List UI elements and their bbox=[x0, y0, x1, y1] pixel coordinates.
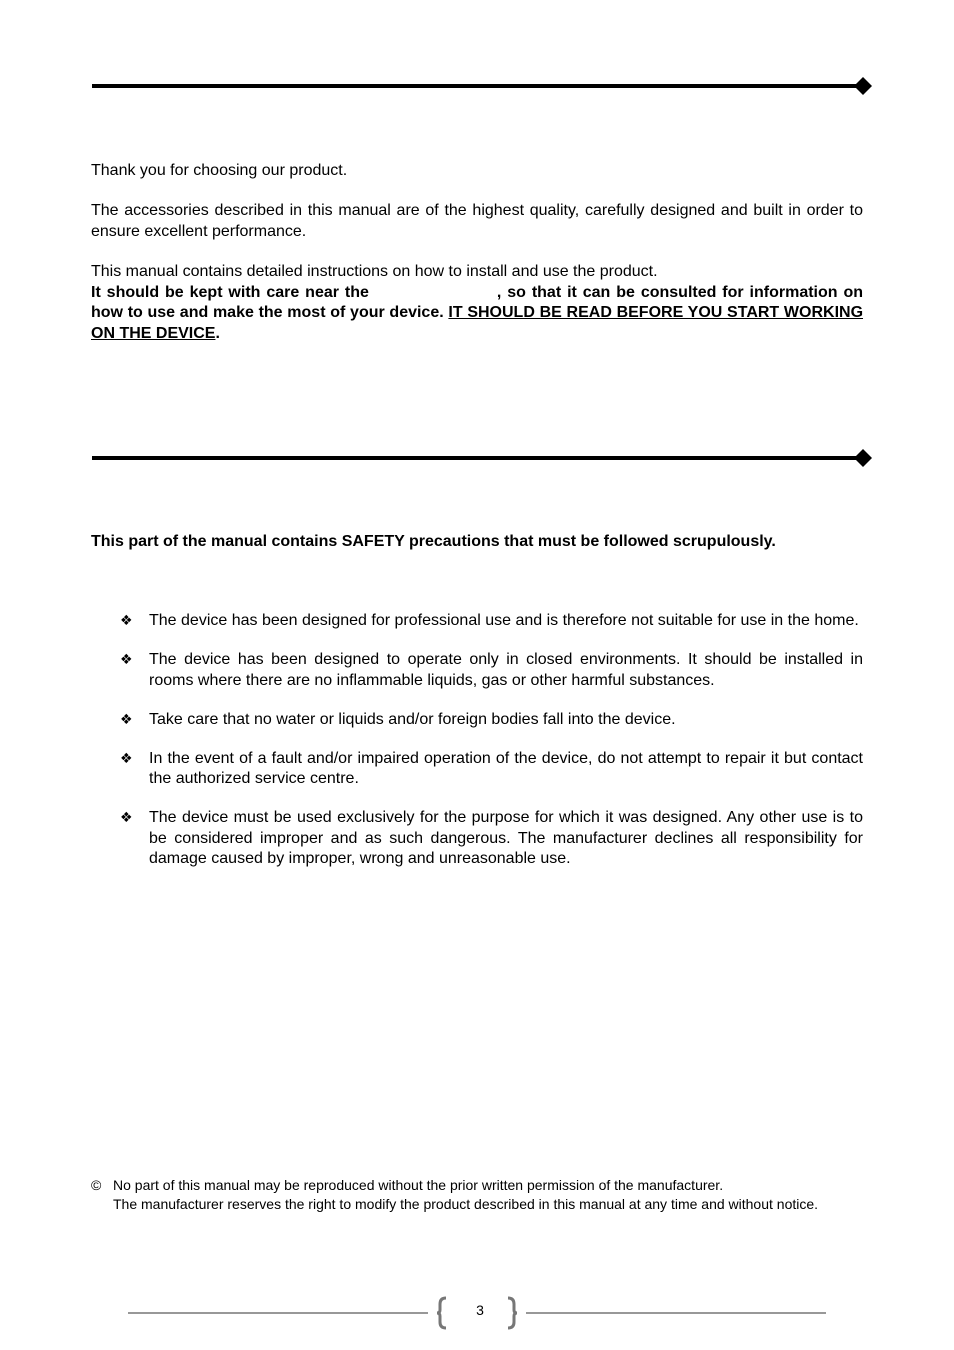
thanks-text: Thank you for choosing our product. bbox=[91, 162, 348, 179]
safety-heading: This part of the manual contains SAFETY precautions that must be followed scrupulously. bbox=[91, 533, 776, 550]
bullet-icon: ❖ bbox=[120, 613, 133, 629]
copyright-line1: No part of this manual may be reproduced without the prior written permission of the manufacturer. bbox=[113, 1177, 724, 1193]
section-divider-top bbox=[92, 76, 873, 96]
keep-end: . bbox=[215, 324, 220, 342]
keep-emphasis: IT SHOULD BE READ BEFORE YOU START WORKING ON THE DEVICE bbox=[91, 304, 864, 342]
safety-item-text: The device must be used exclusively for the purpose for which it was designed. Any other use is to be considered improper and as such dangerous. The manufacturer declines all responsibility for damage caused by improper, wrong and unreasonable use. bbox=[149, 809, 863, 867]
bullet-icon: ❖ bbox=[120, 750, 133, 767]
safety-item-text: The device has been designed to operate only in closed environments. It should be installed in rooms where there are no inflammable liquids, gas or other harmful substances. bbox=[149, 651, 863, 689]
instructions-line: This manual contains detailed instructions on how to install and use the product. bbox=[91, 263, 658, 280]
page-number: 3 bbox=[476, 1302, 484, 1318]
bullet-icon: ❖ bbox=[120, 810, 133, 826]
safety-item bbox=[120, 808, 863, 870]
copyright-line2: The manufacturer reserves the right to modify the product described in this manual at any time and without notice. bbox=[113, 1195, 819, 1212]
page-footer bbox=[128, 1296, 826, 1330]
instructions-text bbox=[91, 262, 863, 344]
copyright-notice bbox=[91, 1176, 863, 1213]
safety-item-text: In the event of a fault and/or impaired operation of the device, do not attempt to repair it but contact the authorized service centre. bbox=[149, 749, 863, 787]
safety-list bbox=[120, 611, 863, 888]
bullet-icon: ❖ bbox=[120, 652, 133, 668]
keep-text-b: , so that it can be consulted for information on how to use and make the most of your device. bbox=[91, 283, 863, 321]
safety-item-text: The device has been designed for professional use and is therefore not suitable for use in the home. bbox=[149, 612, 859, 629]
keep-text-a: It should be kept with care near the bbox=[91, 283, 369, 301]
safety-item bbox=[120, 650, 863, 691]
accessories-text: The accessories described in this manual are of the highest quality, carefully designed and built in order to ensure excellent performance. bbox=[91, 202, 863, 240]
safety-item bbox=[120, 710, 863, 731]
safety-item bbox=[120, 749, 863, 790]
copyright-icon: © bbox=[91, 1177, 102, 1193]
safety-item bbox=[120, 611, 863, 632]
bullet-icon: ❖ bbox=[120, 711, 133, 728]
safety-item-text: Take care that no water or liquids and/or foreign bodies fall into the device. bbox=[149, 710, 676, 728]
section-divider-safety bbox=[92, 448, 873, 468]
